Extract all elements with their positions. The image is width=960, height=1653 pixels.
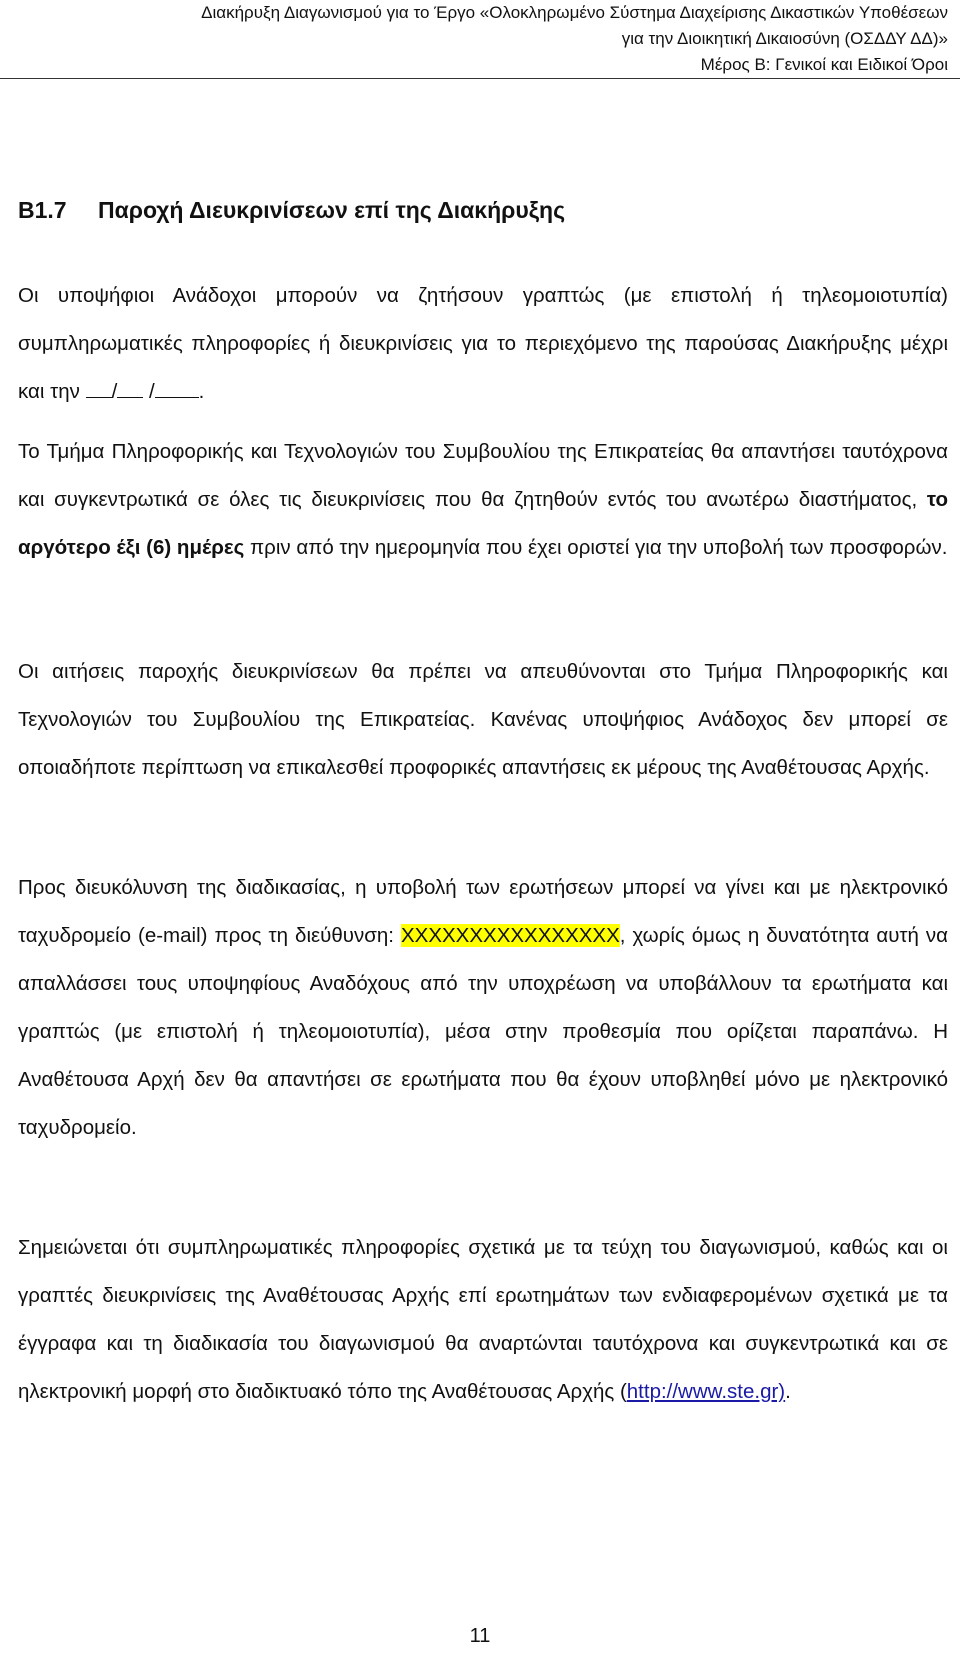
- date-separator: /: [148, 380, 155, 403]
- paragraph-text: Οι υποψήφιοι Ανάδοχοι μπορούν να ζητήσουν γραπτώς (με επιστολή ή τηλεομοιοτυπία) συμπληρωματικές πληροφορίες ή διευκρινίσεις για το περιεχόμενο της παρούσας Διακήρυξης μέχρι και την: [18, 284, 948, 403]
- paragraph-text: Οι αιτήσεις παροχής διευκρινίσεων θα πρέπει να απευθύνονται στο Τμήμα Πληροφορικής και Τεχνολογιών του Συμβουλίου της Επικρατείας. Κανένας υποψήφιος Ανάδοχος δεν μπορεί σε οποιαδήποτε περίπτωση να επικαλεσθεί προφορικές απαντήσεις εκ μέρους της Αναθέτουσας Αρχής.: [18, 660, 948, 779]
- page-number: 11: [469, 1625, 491, 1647]
- header-line-1: Διακήρυξη Διαγωνισμού για το Έργο «Ολοκληρωμένο Σύστημα Διαχείρισης Δικαστικών Υποθέσεων: [201, 3, 948, 22]
- email-placeholder: ΧΧΧΧΧΧΧΧΧΧΧΧΧΧΧΧ: [400, 924, 620, 947]
- sentence-end: .: [785, 1380, 791, 1403]
- paragraph-answers: [18, 428, 948, 572]
- paragraph-clarification-deadline: [18, 272, 948, 416]
- paragraph-text: Προς διευκόλυνση της διαδικασίας, η υποβολή των ερωτήσεων μπορεί να γίνει και με ηλεκτρονικό ταχυδρομείο (e-mail) προς τη διεύθυνση:: [18, 876, 948, 947]
- sentence-end: .: [198, 380, 205, 403]
- bold-deadline: το αργότερο έξι (6) ημέρες: [18, 488, 948, 559]
- section-heading: [18, 196, 565, 224]
- date-separator: /: [111, 380, 118, 403]
- website-link[interactable]: http://www.ste.gr): [626, 1380, 786, 1403]
- section-number: Β1.7: [18, 197, 67, 223]
- header-line-2: για την Διοικητική Δικαιοσύνη (ΟΣΔΔΥ ΔΔ)»: [621, 29, 948, 48]
- page-header: [0, 0, 960, 79]
- paragraph-email: [18, 864, 948, 1152]
- paragraph-text: Το Τμήμα Πληροφορικής και Τεχνολογιών του Συμβουλίου της Επικρατείας θα απαντήσει ταυτόχρονα και συγκεντρωτικά σε όλες τις διευκρινίσεις που θα ζητηθούν εντός του ανωτέρω διαστήματος,: [18, 440, 948, 511]
- paragraph-requests: [18, 648, 948, 792]
- paragraph-text: Σημειώνεται ότι συμπληρωματικές πληροφορίες σχετικά με τα τεύχη του διαγωνισμού, καθώς και οι γραπτές διευκρινίσεις της Αναθέτουσας Αρχής επί ερωτημάτων των ενδιαφερομένων σχετικά με τα έγγραφα και τη διαδικασία του διαγωνισμού θα αναρτώνται ταυτόχρονα και συγκεντρωτικά και σε ηλεκτρονική μορφή στο διαδικτυακό τόπο της Αναθέτουσας Αρχής (: [18, 1236, 948, 1403]
- date-blank-month: [117, 377, 143, 398]
- paragraph-text: , χωρίς όμως η δυνατότητα αυτή να απαλλάσσει τους υποψηφίους Αναδόχους από την υποχρέωση να υποβάλλουν τα ερωτήματα και γραπτώς (με επιστολή ή τηλεομοιοτυπία), μέσα στην προθεσμία που ορίζεται παραπάνω. Η Αναθέτουσα Αρχή δεν θα απαντήσει σε ερωτήματα που θα έχουν υποβληθεί μόνο με ηλεκτρονικό ταχυδρομείο.: [18, 924, 948, 1139]
- header-line-3: Μέρος Β: Γενικοί και Ειδικοί Όροι: [700, 55, 948, 74]
- date-blank-day: [86, 377, 112, 398]
- paragraph-text: πριν από την ημερομηνία που έχει οριστεί για την υποβολή των προσφορών.: [250, 536, 948, 559]
- paragraph-publication: [18, 1224, 948, 1416]
- section-title: Παροχή Διευκρινίσεων επί της Διακήρυξης: [98, 197, 566, 223]
- date-blank-year: [155, 377, 199, 398]
